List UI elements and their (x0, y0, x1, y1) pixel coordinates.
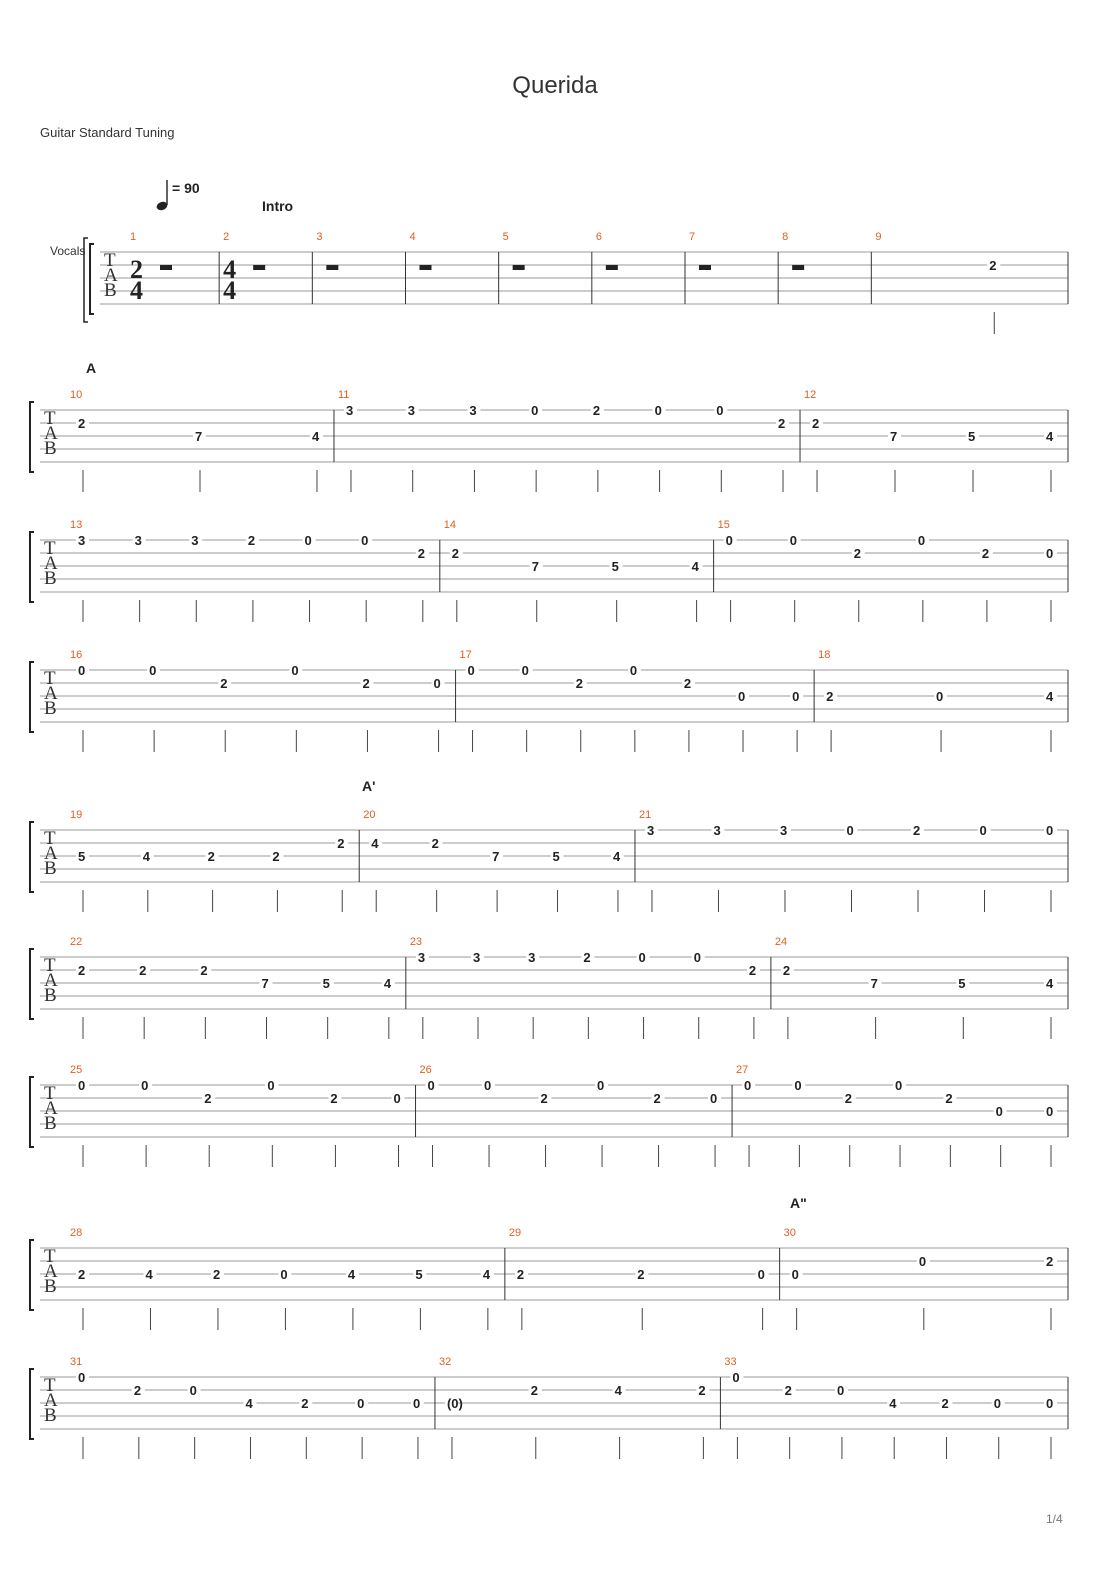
fret-number: 3 (713, 823, 721, 838)
fret-number: 0 (629, 663, 638, 678)
fret-number: 0 (484, 1078, 492, 1093)
fret-number: 4 (1046, 976, 1054, 991)
measure-number: 6 (595, 231, 602, 243)
system-bracket (30, 1077, 34, 1147)
measure-number: 9 (875, 231, 882, 243)
measure-number: 10 (70, 389, 83, 401)
fret-number: 4 (612, 849, 621, 864)
song-title: Querida (512, 72, 598, 99)
measure-number: 32 (438, 1356, 452, 1368)
measure-number: 4 (409, 231, 416, 243)
fret-number: 2 (583, 950, 591, 965)
measure-number: 24 (774, 936, 788, 948)
fret-number: 3 (469, 403, 477, 418)
measure-number: 33 (724, 1356, 737, 1368)
tab-clef-letter: B (44, 1113, 57, 1134)
tab-clef-letter: B (44, 1276, 57, 1297)
fret-number: 0 (794, 1078, 802, 1093)
fret-number: 2 (78, 416, 86, 431)
fret-number: 0 (1046, 1396, 1054, 1411)
fret-number: 2 (207, 849, 215, 864)
measure-number: 13 (70, 519, 83, 531)
half-rest (253, 265, 265, 270)
fret-number: 0 (693, 950, 701, 965)
fret-number: 0 (531, 403, 539, 418)
fret-number: 2 (575, 676, 583, 691)
fret-number: 2 (272, 849, 280, 864)
fret-number: 4 (383, 976, 392, 991)
fret-number: 5 (322, 976, 330, 991)
measure-number: 16 (70, 649, 83, 661)
fret-number: 2 (133, 1383, 142, 1398)
fret-number: 2 (301, 1396, 309, 1411)
fret-number: 0 (1046, 546, 1054, 561)
fret-number: 0 (357, 1396, 365, 1411)
tab-clef-letter: B (44, 985, 57, 1006)
section-label-a-prime: A' (362, 778, 376, 794)
fret-number: 3 (78, 533, 86, 548)
fret-number: 7 (194, 429, 203, 444)
fret-number: 0 (716, 403, 724, 418)
tab-clef-letter: T (44, 408, 56, 429)
tab-clef-letter: A (44, 1390, 58, 1411)
fret-number: 0 (995, 1104, 1003, 1119)
tab-clef-letter: A (44, 1261, 58, 1282)
fret-number: 2 (78, 963, 86, 978)
fret-number: 0 (638, 950, 646, 965)
fret-number: 2 (826, 689, 834, 704)
system-bracket (30, 1240, 34, 1310)
fret-number: 5 (958, 976, 966, 991)
system-bracket (30, 1369, 34, 1439)
fret-number: 0 (433, 676, 441, 691)
fret-number: 0 (936, 689, 944, 704)
system-bracket (30, 949, 34, 1019)
fret-number: 3 (191, 533, 199, 548)
measure-number: 27 (736, 1064, 749, 1076)
fret-number: 4 (142, 849, 151, 864)
fret-number: 0 (467, 663, 475, 678)
measure-number: 25 (70, 1064, 83, 1076)
fret-number: 0 (979, 823, 987, 838)
fret-number: 4 (614, 1383, 622, 1398)
fret-number: 2 (540, 1091, 548, 1106)
measure-number: 29 (508, 1227, 522, 1239)
tuning-label: Guitar Standard Tuning (40, 125, 175, 140)
fret-number: 2 (782, 963, 791, 978)
measure-number: 19 (70, 809, 83, 821)
measure-number: 21 (638, 809, 652, 821)
fret-number: 4 (347, 1267, 356, 1282)
fret-number: 0 (1046, 823, 1054, 838)
time-signature-top: 4 (223, 255, 237, 284)
fret-number: 0 (521, 663, 529, 678)
fret-number: 2 (784, 1383, 792, 1398)
fret-number: 0 (789, 533, 797, 548)
fret-number: 2 (778, 416, 786, 431)
fret-number: 7 (890, 429, 898, 444)
fret-number: 3 (345, 403, 354, 418)
fret-number: 4 (1046, 429, 1054, 444)
fret-number: 3 (407, 403, 415, 418)
section-label-a: A (86, 360, 97, 376)
measure-number: 20 (363, 809, 376, 821)
half-rest (326, 265, 338, 270)
measure-number: 12 (804, 389, 817, 401)
time-signature-bottom: 4 (130, 276, 143, 305)
fret-number: 0 (141, 1078, 149, 1093)
fret-number: 2 (592, 403, 601, 418)
fret-number: 7 (531, 559, 539, 574)
fret-number: 0 (895, 1078, 903, 1093)
measure-number: 23 (409, 936, 423, 948)
half-rest (606, 265, 618, 270)
fret-number: 0 (654, 403, 662, 418)
fret-number: 2 (204, 1091, 212, 1106)
tab-clef-letter: A (44, 553, 58, 574)
tab-clef-letter: T (44, 1083, 56, 1104)
tab-clef-letter: B (44, 1405, 57, 1426)
tab-clef-letter: T (44, 538, 56, 559)
tempo-marking: = 90 (172, 180, 200, 196)
fret-number: 2 (78, 1267, 86, 1282)
fret-number: 2 (200, 963, 208, 978)
section-label-intro: Intro (262, 198, 294, 214)
fret-number: 2 (431, 836, 439, 851)
fret-number: 3 (417, 950, 426, 965)
fret-number: 2 (337, 836, 345, 851)
fret-number: 0 (836, 1383, 845, 1398)
fret-number: 2 (220, 676, 228, 691)
tab-clef-letter: T (104, 250, 116, 271)
measure-number: 31 (70, 1356, 83, 1368)
fret-number: 0 (304, 533, 312, 548)
fret-number: 0 (757, 1267, 765, 1282)
tab-clef-letter: T (44, 955, 56, 976)
fret-number: 3 (134, 533, 142, 548)
fret-number: 0 (291, 663, 299, 678)
staff-group-bracket (84, 238, 88, 322)
fret-number: 7 (870, 976, 878, 991)
half-rest (792, 265, 804, 270)
tab-clef-letter: A (44, 683, 58, 704)
fret-number: 0 (427, 1078, 435, 1093)
fret-number: 2 (912, 823, 921, 838)
tab-clef-letter: B (104, 280, 117, 301)
fret-number: 2 (748, 963, 757, 978)
fret-number: 2 (844, 1091, 852, 1106)
tab-clef-letter: T (44, 1375, 56, 1396)
fret-number: 2 (1046, 1254, 1054, 1269)
fret-number: 5 (968, 429, 976, 444)
fret-number: 2 (247, 533, 256, 548)
tab-clef-letter: T (44, 668, 56, 689)
fret-number: 0 (918, 1254, 927, 1269)
fret-number: 7 (261, 976, 269, 991)
half-rest (699, 265, 711, 270)
fret-number: 5 (78, 849, 86, 864)
fret-number: 0 (1046, 1104, 1054, 1119)
fret-number: 4 (311, 429, 320, 444)
fret-number: 2 (516, 1267, 525, 1282)
fret-number: 2 (698, 1383, 706, 1398)
fret-number: 2 (330, 1091, 338, 1106)
time-signature-top: 2 (130, 255, 143, 284)
fret-number: 0 (280, 1267, 288, 1282)
fret-number: 3 (646, 823, 655, 838)
system-bracket (30, 532, 34, 602)
fret-number: 3 (528, 950, 536, 965)
half-rest (160, 265, 172, 270)
fret-number: 0 (597, 1078, 605, 1093)
measure-number: 14 (443, 519, 457, 531)
measure-number: 5 (502, 231, 509, 243)
fret-number: 0 (732, 1370, 740, 1385)
fret-number: 0 (993, 1396, 1001, 1411)
tab-clef-letter: A (44, 1098, 58, 1119)
tab-clef-letter: B (44, 568, 57, 589)
fret-number: 0 (361, 533, 369, 548)
fret-number: 2 (417, 546, 426, 561)
fret-number: 4 (889, 1396, 897, 1411)
system-bracket (30, 662, 34, 732)
fret-number: 2 (637, 1267, 645, 1282)
measure-number: 7 (688, 231, 696, 243)
half-rest (419, 265, 431, 270)
measure-number: 26 (419, 1064, 432, 1076)
system-bracket (90, 244, 94, 314)
fret-number: 0 (78, 663, 86, 678)
half-rest (513, 265, 525, 270)
measure-number: 8 (782, 231, 789, 243)
tab-clef-letter: T (44, 828, 56, 849)
fret-number: 2 (362, 676, 370, 691)
fret-number: 0 (189, 1383, 197, 1398)
measure-number: 1 (130, 231, 137, 243)
measure-number: 18 (818, 649, 831, 661)
fret-number: 0 (792, 689, 800, 704)
fret-number: 2 (941, 1396, 949, 1411)
fret-number: 0 (412, 1396, 421, 1411)
system-bracket (30, 822, 34, 892)
fret-number: 2 (653, 1091, 661, 1106)
fret-number: 4 (371, 836, 379, 851)
fret-number: 3 (473, 950, 481, 965)
fret-number: 4 (145, 1267, 153, 1282)
tab-clef-letter: A (44, 843, 58, 864)
fret-number: 2 (989, 258, 997, 273)
fret-number: 0 (791, 1267, 799, 1282)
fret-number: 4 (1046, 689, 1054, 704)
tab-clef-letter: T (44, 1246, 56, 1267)
fret-number: 2 (812, 416, 820, 431)
measure-number: 22 (70, 936, 83, 948)
section-label-a-double-prime: A" (790, 1195, 807, 1211)
measure-number: 30 (783, 1227, 796, 1239)
measure-number: 2 (223, 231, 230, 243)
fret-number: 2 (683, 676, 692, 691)
fret-number: 4 (691, 559, 699, 574)
time-signature-bottom: 4 (223, 276, 237, 305)
fret-number: 0 (744, 1078, 752, 1093)
fret-number: 0 (917, 533, 926, 548)
fret-number: 4 (245, 1396, 253, 1411)
tab-clef-letter: A (44, 970, 58, 991)
fret-number: 4 (482, 1267, 491, 1282)
tab-clef-letter: A (104, 265, 118, 286)
instrument-name: Vocals (50, 244, 86, 258)
fret-number: 2 (530, 1383, 539, 1398)
fret-number: 2 (981, 546, 990, 561)
fret-number: 0 (738, 689, 746, 704)
fret-number: 2 (451, 546, 460, 561)
fret-number: 0 (78, 1078, 86, 1093)
tab-clef-letter: B (44, 438, 57, 459)
fret-number: 0 (149, 663, 157, 678)
fret-number: (0) (446, 1396, 463, 1411)
page-number: 1/4 (1046, 1512, 1063, 1526)
fret-number: 0 (393, 1091, 401, 1106)
fret-number: 3 (779, 823, 788, 838)
tab-clef-letter: A (44, 423, 58, 444)
tab-clef-letter: B (44, 698, 57, 719)
fret-number: 0 (725, 533, 733, 548)
measure-number: 11 (337, 389, 350, 401)
fret-number: 5 (611, 559, 619, 574)
measure-number: 17 (459, 649, 472, 661)
fret-number: 0 (78, 1370, 86, 1385)
fret-number: 2 (139, 963, 147, 978)
measure-number: 3 (316, 231, 323, 243)
tab-clef-letter: B (44, 858, 57, 879)
fret-number: 2 (212, 1267, 221, 1282)
fret-number: 0 (846, 823, 854, 838)
fret-number: 2 (853, 546, 862, 561)
fret-number: 0 (710, 1091, 718, 1106)
fret-number: 5 (552, 849, 560, 864)
fret-number: 2 (945, 1091, 953, 1106)
measure-number: 15 (717, 519, 730, 531)
measure-number: 28 (70, 1227, 83, 1239)
fret-number: 7 (492, 849, 500, 864)
fret-number: 0 (267, 1078, 275, 1093)
fret-number: 5 (415, 1267, 423, 1282)
system-bracket (30, 402, 34, 472)
